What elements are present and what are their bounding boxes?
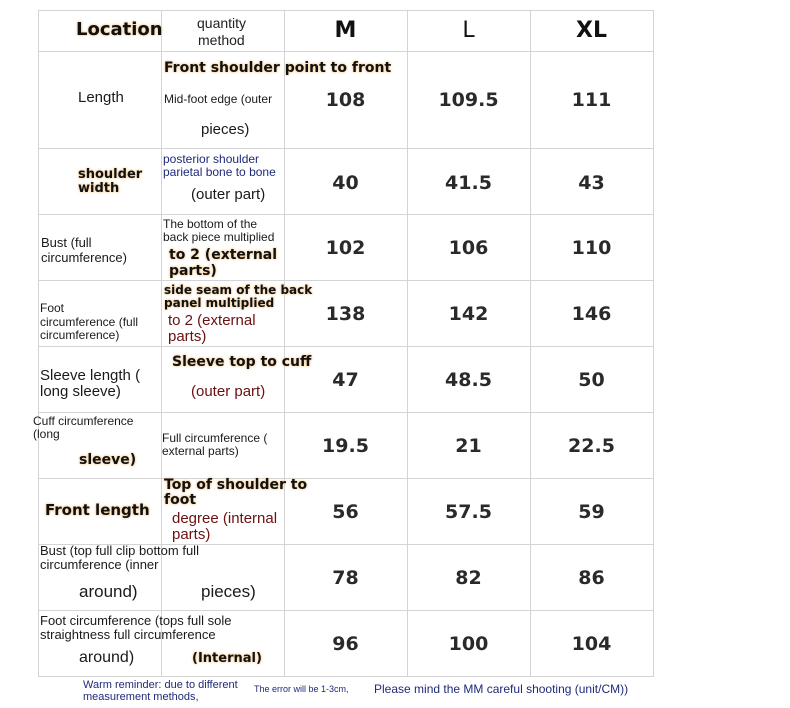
row-front-method-2: foot xyxy=(164,492,197,508)
row-foot2-method: (Internal) xyxy=(192,651,262,666)
row-foot2-l: 100 xyxy=(448,633,489,655)
row-foot2-location-2: straightness full circumference xyxy=(40,627,216,642)
row-front-m: 56 xyxy=(332,501,359,523)
row-foot-location-3: circumference) xyxy=(40,328,120,342)
row-shoulder-method-2: parietal bone to bone xyxy=(163,165,276,179)
footer-note-reminder xyxy=(83,680,238,703)
row-shoulder-location-2: width xyxy=(78,181,120,196)
grid-line xyxy=(38,10,39,677)
row-length-method-2: Mid-foot edge (outer xyxy=(164,92,273,106)
row-shoulder-location-1: shoulder xyxy=(78,167,143,182)
header-size-m: M xyxy=(334,18,357,43)
row-cuff-location-2: (long xyxy=(33,427,60,441)
row-foot-method-4: parts) xyxy=(168,328,207,345)
row-sleeve-xl: 50 xyxy=(578,369,605,391)
row-bust-method-3: to 2 (external xyxy=(169,247,278,263)
row-bust-l: 106 xyxy=(448,237,489,259)
header-size-xl: XL xyxy=(576,18,607,43)
row-foot-m: 138 xyxy=(325,303,366,325)
row-bust-xl: 110 xyxy=(571,237,612,259)
footer-note-reminder-line2: measurement methods, xyxy=(83,690,199,703)
grid-line xyxy=(653,10,654,677)
row-length-xl: 111 xyxy=(571,89,612,111)
grid-line xyxy=(38,280,654,281)
row-sleeve-method-1: Sleeve top to cuff xyxy=(172,354,312,370)
row-foot2-xl: 104 xyxy=(571,633,612,655)
row-front-method-3: degree (internal xyxy=(172,510,278,527)
row-cuff-method-1: Full circumference ( xyxy=(162,431,268,445)
row-cuff-location-1: Cuff circumference xyxy=(33,414,134,428)
row-bust-m: 102 xyxy=(325,237,366,259)
footer-note-shooting: Please mind the MM careful shooting (unit/CM)) xyxy=(374,682,629,696)
row-front-xl: 59 xyxy=(578,501,605,523)
row-shoulder-l: 41.5 xyxy=(445,172,492,194)
row-bust-location-1: Bust (full xyxy=(41,235,92,250)
row-cuff-xl: 22.5 xyxy=(568,435,615,457)
row-length-method-1: Front shoulder point to front xyxy=(164,60,392,76)
row-sleeve-l: 48.5 xyxy=(445,369,492,391)
row-length-l: 109.5 xyxy=(438,89,499,111)
grid-line xyxy=(38,610,654,611)
row-shoulder-m: 40 xyxy=(332,172,359,194)
row-cuff-l: 21 xyxy=(455,435,482,457)
row-bust2-location-3: around) xyxy=(79,582,138,601)
size-chart-table xyxy=(33,10,654,677)
row-front-l: 57.5 xyxy=(445,501,492,523)
grid-line xyxy=(38,51,654,52)
header-method-line2: method xyxy=(198,32,245,48)
grid-line xyxy=(161,10,162,677)
row-foot-method-2: panel multiplied xyxy=(164,296,275,310)
row-bust-method-2: back piece multiplied xyxy=(163,230,275,244)
footer-note-reminder-line1: Warm reminder: due to different xyxy=(83,679,238,691)
row-bust2-l: 82 xyxy=(455,567,482,589)
grid-line xyxy=(38,346,654,347)
grid-line xyxy=(38,148,654,149)
row-bust2-method: pieces) xyxy=(201,582,256,601)
row-bust2-xl: 86 xyxy=(578,567,605,589)
row-bust-method-1: The bottom of the xyxy=(163,217,258,231)
footer-note-error: The error will be 1-3cm, xyxy=(254,684,349,694)
row-bust2-m: 78 xyxy=(332,567,359,589)
row-foot2-m: 96 xyxy=(332,633,359,655)
header-method-line1: quantity xyxy=(197,15,247,31)
row-foot2-location-3: around) xyxy=(79,649,135,666)
row-foot-l: 142 xyxy=(448,303,489,325)
row-bust-method-4: parts) xyxy=(169,263,217,279)
row-front-location: Front length xyxy=(45,501,150,519)
row-shoulder-method-3: (outer part) xyxy=(191,186,266,203)
row-length-location: Length xyxy=(78,89,124,106)
row-foot-method-1: side seam of the back xyxy=(164,283,313,297)
row-shoulder-xl: 43 xyxy=(578,172,605,194)
row-shoulder-method-1: posterior shoulder xyxy=(163,152,260,166)
row-foot2-location-1: Foot circumference (tops full sole xyxy=(40,613,232,628)
row-sleeve-m: 47 xyxy=(332,369,359,391)
grid-line xyxy=(38,676,654,677)
grid-line xyxy=(38,412,654,413)
row-bust2-location-1: Bust (top full clip bottom full xyxy=(40,543,199,558)
header-location: Location xyxy=(76,19,163,40)
header-size-l: L xyxy=(462,18,475,43)
row-sleeve-location-2: long sleeve) xyxy=(40,383,121,400)
row-front-method-1: Top of shoulder to xyxy=(164,477,308,493)
row-sleeve-location-1: Sleeve length ( xyxy=(40,367,141,384)
row-front-method-4: parts) xyxy=(172,526,211,543)
row-sleeve-method-2: (outer part) xyxy=(191,383,266,400)
row-bust-location-2: circumference) xyxy=(41,250,127,265)
row-foot-location-2: circumference (full xyxy=(40,315,139,329)
row-foot-xl: 146 xyxy=(571,303,612,325)
row-cuff-m: 19.5 xyxy=(322,435,369,457)
row-length-method-3: pieces) xyxy=(201,121,250,138)
row-length-m: 108 xyxy=(325,89,366,111)
row-cuff-location-3: sleeve) xyxy=(79,452,137,468)
row-foot-method-3: to 2 (external xyxy=(168,312,256,329)
row-foot-location-1: Foot xyxy=(40,301,65,315)
row-bust2-location-2: circumference (inner xyxy=(40,557,159,572)
grid-line xyxy=(38,214,654,215)
row-cuff-method-2: external parts) xyxy=(162,444,239,458)
grid-line xyxy=(38,478,654,479)
